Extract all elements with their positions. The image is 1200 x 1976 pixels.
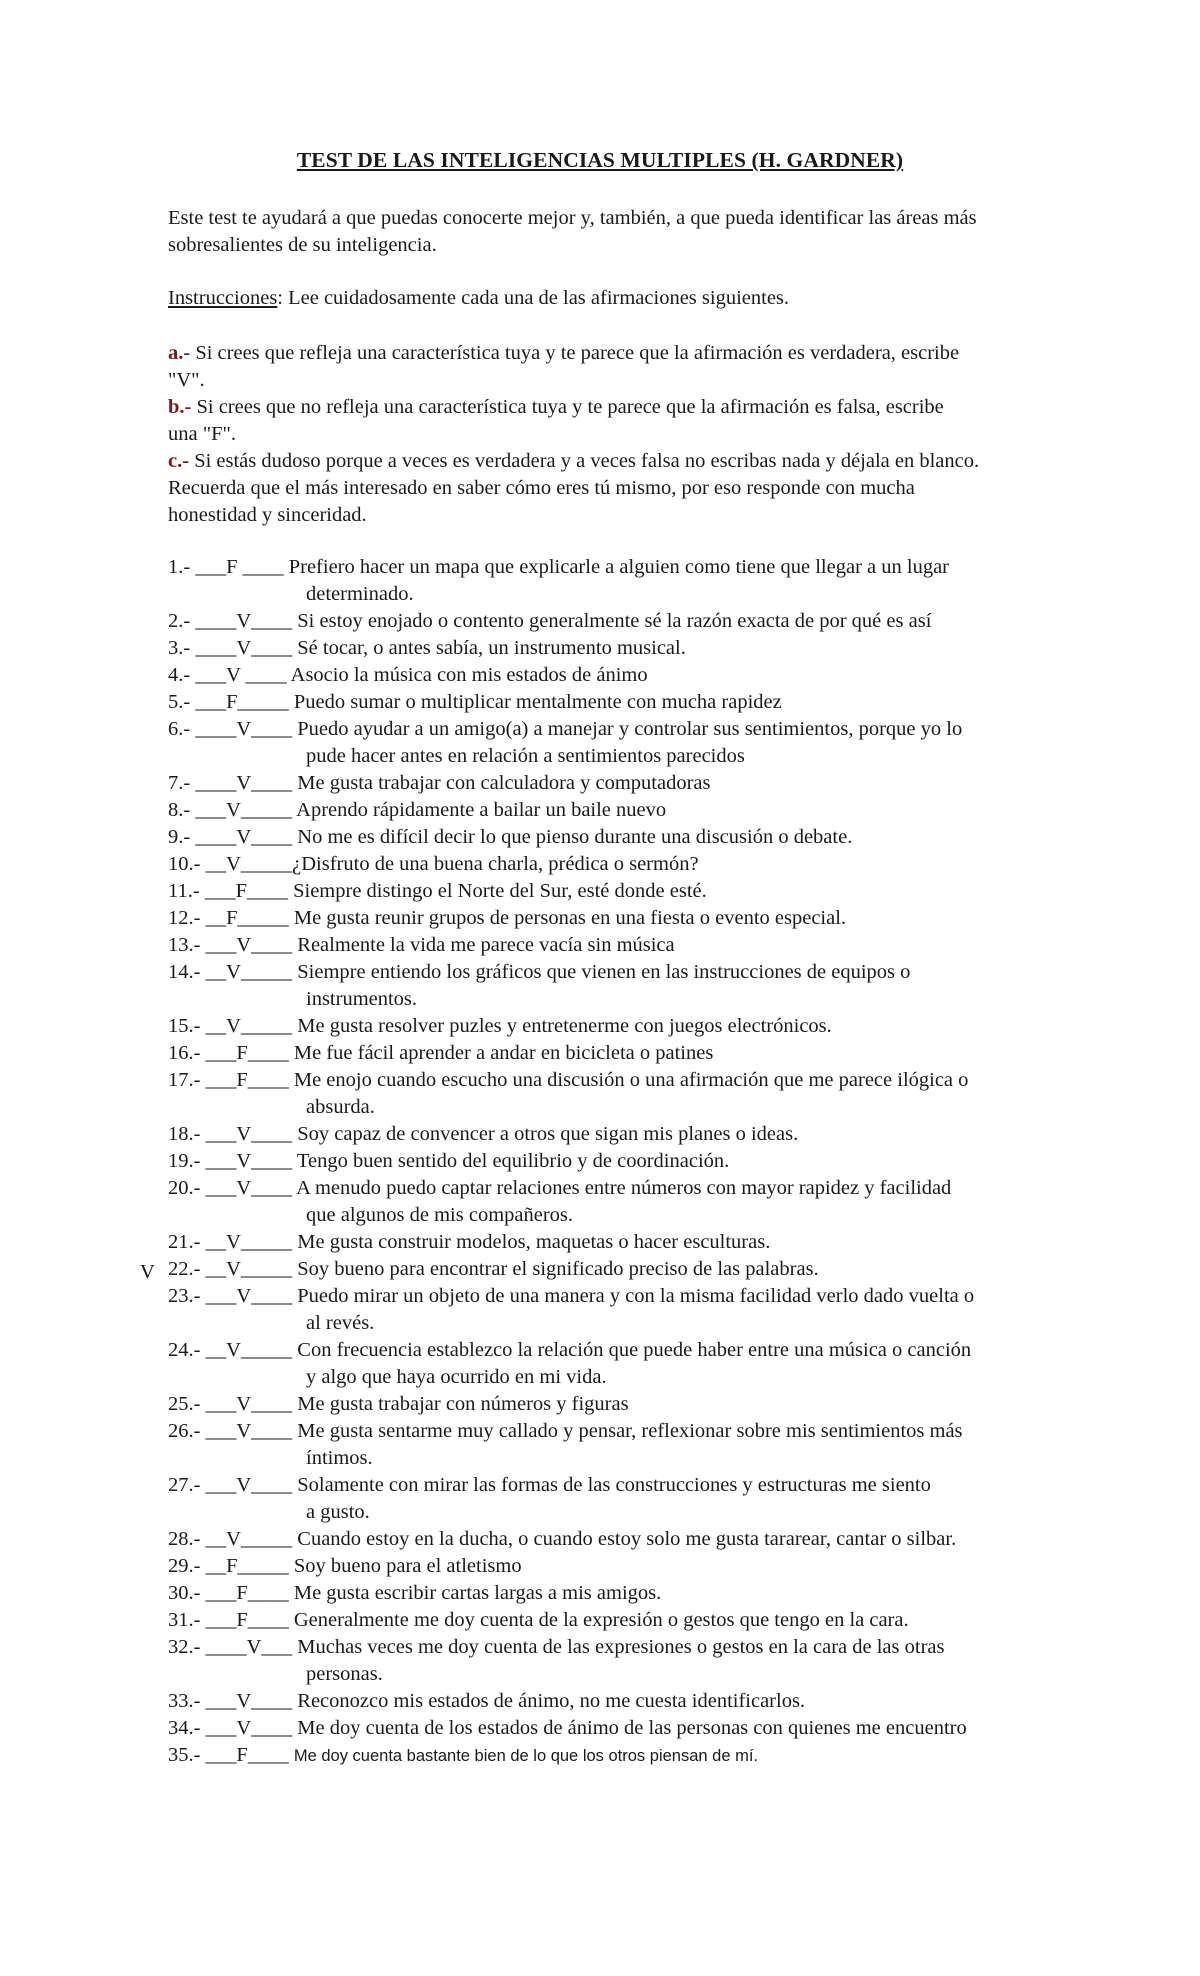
answer-blank: ___F____ bbox=[200, 1582, 294, 1604]
question-item bbox=[168, 716, 1128, 770]
question-item bbox=[168, 851, 1128, 878]
answer-blank: ___V____ bbox=[200, 934, 298, 956]
question-row bbox=[168, 1472, 1128, 1499]
question-item bbox=[168, 1283, 1128, 1337]
question-text: Me gusta construir modelos, maquetas o hacer esculturas. bbox=[297, 1231, 771, 1253]
option-c-line-1 bbox=[168, 448, 1128, 475]
question-item bbox=[168, 1013, 1128, 1040]
question-text: Me gusta trabajar con números y figuras bbox=[297, 1393, 629, 1415]
question-row bbox=[168, 1067, 1128, 1094]
intro-paragraph bbox=[168, 205, 1128, 259]
answer-blank: ___V____ bbox=[200, 1717, 298, 1739]
question-text: Generalmente me doy cuenta de la expresión o gestos que tengo en la cara. bbox=[293, 1609, 909, 1631]
question-row bbox=[168, 1688, 1128, 1715]
question-number: 13.- bbox=[168, 934, 201, 956]
question-item bbox=[168, 1175, 1128, 1229]
answer-blank: ___F ____ bbox=[190, 556, 289, 578]
answer-blank: ___V_____ bbox=[190, 799, 297, 821]
question-row bbox=[168, 1607, 1128, 1634]
answer-blank: ___F____ bbox=[200, 1042, 294, 1064]
question-row bbox=[168, 1148, 1128, 1175]
answer-blank: ___F____ bbox=[200, 1744, 294, 1766]
question-text: Me gusta sentarme muy callado y pensar, reflexionar sobre mis sentimientos más bbox=[297, 1420, 963, 1442]
question-continuation: personas. bbox=[306, 1663, 383, 1685]
question-row bbox=[168, 1580, 1128, 1607]
question-text: Me doy cuenta bastante bien de lo que los otros piensan de mí. bbox=[293, 1747, 758, 1765]
answer-blank: ___V____ bbox=[200, 1123, 298, 1145]
question-number: 11.- bbox=[168, 880, 200, 902]
question-text: Siempre entiendo los gráficos que vienen en las instrucciones de equipos o bbox=[297, 961, 911, 983]
question-row bbox=[168, 1418, 1128, 1445]
question-item bbox=[168, 1121, 1128, 1148]
question-number: 9.- bbox=[168, 826, 191, 848]
question-text: Soy bueno para encontrar el significado preciso de las palabras. bbox=[297, 1258, 819, 1280]
question-text: No me es difícil decir lo que pienso durante una discusión o debate. bbox=[297, 826, 853, 848]
question-text: Asocio la música con mis estados de ánimo bbox=[290, 664, 648, 686]
question-number: 34.- bbox=[168, 1717, 201, 1739]
question-row bbox=[168, 1715, 1128, 1742]
answer-blank: ___V ____ bbox=[190, 664, 291, 686]
question-row bbox=[168, 1256, 1128, 1283]
question-number: 21.- bbox=[168, 1231, 201, 1253]
question-row bbox=[168, 608, 1128, 635]
question-row bbox=[168, 959, 1128, 986]
question-item bbox=[168, 770, 1128, 797]
instructions-text: : Lee cuidadosamente cada una de las afirmaciones siguientes. bbox=[277, 287, 790, 309]
instructions-label: Instrucciones bbox=[168, 287, 278, 309]
question-text: Me gusta trabajar con calculadora y computadoras bbox=[297, 772, 711, 794]
answer-blank: __F_____ bbox=[200, 1555, 294, 1577]
question-row bbox=[168, 1121, 1128, 1148]
question-continuation: al revés. bbox=[306, 1312, 375, 1334]
answer-blank: __V_____ bbox=[200, 1231, 298, 1253]
question-row bbox=[168, 662, 1128, 689]
question-item bbox=[168, 635, 1128, 662]
question-text: Reconozco mis estados de ánimo, no me cuesta identificarlos. bbox=[297, 1690, 806, 1712]
question-text: Tengo buen sentido del equilibrio y de coordinación. bbox=[296, 1150, 730, 1172]
question-number: 4.- bbox=[168, 664, 191, 686]
question-text: Sé tocar, o antes sabía, un instrumento musical. bbox=[297, 637, 686, 659]
question-item bbox=[168, 1715, 1128, 1742]
question-text: Si estoy enojado o contento generalmente sé la razón exacta de por qué es así bbox=[297, 610, 932, 632]
question-number: 25.- bbox=[168, 1393, 201, 1415]
question-row bbox=[168, 1634, 1128, 1661]
answer-blank: ___F____ bbox=[200, 1069, 294, 1091]
answer-blank: __V_____ bbox=[200, 1015, 298, 1037]
question-continuation: a gusto. bbox=[306, 1501, 370, 1523]
question-continuation: determinado. bbox=[306, 583, 414, 605]
question-text: Puedo ayudar a un amigo(a) a manejar y controlar sus sentimientos, porque yo lo bbox=[297, 718, 963, 740]
answer-blank: ___V____ bbox=[200, 1420, 298, 1442]
question-number: 27.- bbox=[168, 1474, 201, 1496]
question-item bbox=[168, 1580, 1128, 1607]
question-row bbox=[168, 851, 1128, 878]
question-number: 2.- bbox=[168, 610, 191, 632]
question-continuation: y algo que haya ocurrido en mi vida. bbox=[306, 1366, 607, 1388]
answer-blank: ___V____ bbox=[200, 1150, 297, 1172]
question-number: 28.- bbox=[168, 1528, 201, 1550]
question-number: 5.- bbox=[168, 691, 191, 713]
question-number: 29.- bbox=[168, 1555, 201, 1577]
question-text: Puedo sumar o multiplicar mentalmente con mucha rapidez bbox=[293, 691, 782, 713]
answer-blank: ____V____ bbox=[190, 637, 298, 659]
answer-blank: __V_____ bbox=[200, 1528, 298, 1550]
question-number: 7.- bbox=[168, 772, 191, 794]
answer-blank: __F_____ bbox=[200, 907, 294, 929]
question-row bbox=[168, 878, 1128, 905]
answer-blank: ___V____ bbox=[200, 1690, 298, 1712]
question-item bbox=[168, 662, 1128, 689]
option-a-text: Si crees que refleja una característica tuya y te parece que la afirmación es verdadera, escribe bbox=[190, 342, 960, 364]
question-text: Me gusta resolver puzles y entretenerme con juegos electrónicos. bbox=[297, 1015, 832, 1037]
document-title: TEST DE LAS INTELIGENCIAS MULTIPLES (H. GARDNER) bbox=[296, 148, 904, 172]
question-continuation: íntimos. bbox=[306, 1447, 373, 1469]
question-number: 10.- bbox=[168, 853, 201, 875]
question-row bbox=[168, 1013, 1128, 1040]
question-number: 20.- bbox=[168, 1177, 201, 1199]
question-text: Prefiero hacer un mapa que explicarle a alguien como tiene que llegar a un lugar bbox=[288, 556, 949, 578]
question-number: 14.- bbox=[168, 961, 201, 983]
intro-line-1: Este test te ayudará a que puedas conocerte mejor y, también, a que pueda identificar las áreas más bbox=[168, 207, 977, 229]
answer-blank: ___V____ bbox=[200, 1285, 298, 1307]
question-item bbox=[168, 797, 1128, 824]
question-number: 26.- bbox=[168, 1420, 201, 1442]
question-number: 18.- bbox=[168, 1123, 201, 1145]
question-item bbox=[168, 1526, 1128, 1553]
question-row bbox=[168, 1337, 1128, 1364]
question-number: 32.- bbox=[168, 1636, 201, 1658]
question-number: 19.- bbox=[168, 1150, 201, 1172]
question-number: 35.- bbox=[168, 1744, 201, 1766]
answer-blank: ___F____ bbox=[199, 880, 294, 902]
question-item bbox=[168, 1256, 1128, 1283]
answer-blank: __V_____ bbox=[200, 853, 293, 875]
question-text: Soy capaz de convencer a otros que sigan mis planes o ideas. bbox=[297, 1123, 799, 1145]
question-item bbox=[168, 1634, 1128, 1688]
question-row bbox=[168, 1283, 1128, 1310]
question-row bbox=[168, 1553, 1128, 1580]
question-item bbox=[168, 689, 1128, 716]
question-item bbox=[168, 554, 1128, 608]
question-row bbox=[168, 1742, 1128, 1770]
question-number: 6.- bbox=[168, 718, 191, 740]
question-number: 23.- bbox=[168, 1285, 201, 1307]
instructions-paragraph bbox=[168, 285, 1128, 312]
option-b-line-2: una "F". bbox=[168, 423, 236, 445]
question-text: Solamente con mirar las formas de las construcciones y estructuras me siento bbox=[297, 1474, 931, 1496]
question-row bbox=[168, 1526, 1128, 1553]
closing-line-2: honestidad y sinceridad. bbox=[168, 504, 367, 526]
question-text: ¿Disfruto de una buena charla, prédica o sermón? bbox=[292, 853, 699, 875]
question-text: Aprendo rápidamente a bailar un baile nuevo bbox=[296, 799, 667, 821]
question-text: A menudo puedo captar relaciones entre números con mayor rapidez y facilidad bbox=[296, 1177, 952, 1199]
question-text: Me gusta reunir grupos de personas en una fiesta o evento especial. bbox=[293, 907, 847, 929]
option-c-label: c.- bbox=[168, 450, 190, 472]
answer-blank: __V_____ bbox=[200, 1258, 298, 1280]
question-item bbox=[168, 1067, 1128, 1121]
question-number: 1.- bbox=[168, 556, 191, 578]
question-item bbox=[168, 824, 1128, 851]
question-row bbox=[168, 716, 1128, 743]
option-c-text: Si estás dudoso porque a veces es verdadera y a veces falsa no escribas nada y déjala en blanco. bbox=[189, 450, 980, 472]
question-row bbox=[168, 770, 1128, 797]
question-number: 12.- bbox=[168, 907, 201, 929]
intro-line-2: sobresalientes de su inteligencia. bbox=[168, 234, 437, 256]
margin-mark: V bbox=[140, 1261, 155, 1283]
question-text: Me gusta escribir cartas largas a mis amigos. bbox=[293, 1582, 662, 1604]
question-item bbox=[168, 1040, 1128, 1067]
answer-blank: ___F_____ bbox=[190, 691, 294, 713]
question-row bbox=[168, 1229, 1128, 1256]
option-a-line-1 bbox=[168, 340, 1128, 367]
answer-blank: ____V____ bbox=[190, 718, 298, 740]
question-continuation: instrumentos. bbox=[306, 988, 418, 1010]
answer-blank: ___V____ bbox=[200, 1474, 298, 1496]
question-number: 17.- bbox=[168, 1069, 201, 1091]
question-text: Soy bueno para el atletismo bbox=[293, 1555, 522, 1577]
question-list bbox=[168, 554, 1128, 1770]
question-text: Muchas veces me doy cuenta de las expresiones o gestos en la cara de las otras bbox=[297, 1636, 945, 1658]
question-continuation: que algunos de mis compañeros. bbox=[306, 1204, 574, 1226]
question-number: 33.- bbox=[168, 1690, 201, 1712]
question-row bbox=[168, 905, 1128, 932]
question-text: Me fue fácil aprender a andar en bicicleta o patines bbox=[293, 1042, 714, 1064]
question-number: 24.- bbox=[168, 1339, 201, 1361]
option-a-line-2: "V". bbox=[168, 369, 205, 391]
question-row bbox=[168, 689, 1128, 716]
option-b-line-1 bbox=[168, 394, 1128, 421]
answer-blank: __V_____ bbox=[200, 961, 298, 983]
question-text: Con frecuencia establezco la relación que puede haber entre una música o canción bbox=[297, 1339, 972, 1361]
question-item bbox=[168, 1391, 1128, 1418]
question-item bbox=[168, 1742, 1128, 1770]
question-item bbox=[168, 1418, 1128, 1472]
closing-line-1: Recuerda que el más interesado en saber cómo eres tú mismo, por eso responde con mucha bbox=[168, 477, 915, 499]
answer-blank: ___F____ bbox=[200, 1609, 294, 1631]
question-row bbox=[168, 1040, 1128, 1067]
question-item bbox=[168, 905, 1128, 932]
question-text: Realmente la vida me parece vacía sin música bbox=[297, 934, 675, 956]
answer-blank: __V_____ bbox=[200, 1339, 298, 1361]
question-row bbox=[168, 1175, 1128, 1202]
question-text: Me enojo cuando escucho una discusión o una afirmación que me parece ilógica o bbox=[293, 1069, 969, 1091]
options-block bbox=[168, 340, 1128, 529]
question-item bbox=[168, 932, 1128, 959]
question-number: 15.- bbox=[168, 1015, 201, 1037]
question-row bbox=[168, 1391, 1128, 1418]
answer-blank: ____V____ bbox=[190, 772, 298, 794]
question-continuation: pude hacer antes en relación a sentimientos parecidos bbox=[306, 745, 745, 767]
question-row bbox=[168, 554, 1128, 581]
answer-blank: ____V____ bbox=[190, 610, 298, 632]
option-b-label: b.- bbox=[168, 396, 192, 418]
question-row bbox=[168, 824, 1128, 851]
option-b-text: Si crees que no refleja una característica tuya y te parece que la afirmación es falsa, escribe bbox=[191, 396, 944, 418]
question-row bbox=[168, 635, 1128, 662]
question-number: 30.- bbox=[168, 1582, 201, 1604]
question-item bbox=[168, 1337, 1128, 1391]
question-item bbox=[168, 1688, 1128, 1715]
answer-blank: ___V____ bbox=[200, 1177, 297, 1199]
question-item bbox=[168, 1148, 1128, 1175]
answer-blank: ____V___ bbox=[200, 1636, 298, 1658]
question-row bbox=[168, 932, 1128, 959]
answer-blank: ____V____ bbox=[190, 826, 298, 848]
question-number: 22.- bbox=[168, 1258, 201, 1280]
question-number: 31.- bbox=[168, 1609, 201, 1631]
option-a-label: a.- bbox=[168, 342, 191, 364]
question-item bbox=[168, 1229, 1128, 1256]
question-text: Puedo mirar un objeto de una manera y con la misma facilidad verlo dado vuelta o bbox=[297, 1285, 975, 1307]
question-text: Siempre distingo el Norte del Sur, esté donde esté. bbox=[293, 880, 707, 902]
question-item bbox=[168, 1553, 1128, 1580]
question-text: Me doy cuenta de los estados de ánimo de las personas con quienes me encuentro bbox=[297, 1717, 967, 1739]
question-number: 3.- bbox=[168, 637, 191, 659]
question-row bbox=[168, 797, 1128, 824]
question-item bbox=[168, 608, 1128, 635]
question-text: Cuando estoy en la ducha, o cuando estoy solo me gusta tararear, cantar o silbar. bbox=[297, 1528, 957, 1550]
question-number: 8.- bbox=[168, 799, 191, 821]
answer-blank: ___V____ bbox=[200, 1393, 298, 1415]
question-number: 16.- bbox=[168, 1042, 201, 1064]
question-item bbox=[168, 959, 1128, 1013]
question-item bbox=[168, 878, 1128, 905]
question-item bbox=[168, 1607, 1128, 1634]
question-item bbox=[168, 1472, 1128, 1526]
question-continuation: absurda. bbox=[306, 1096, 375, 1118]
